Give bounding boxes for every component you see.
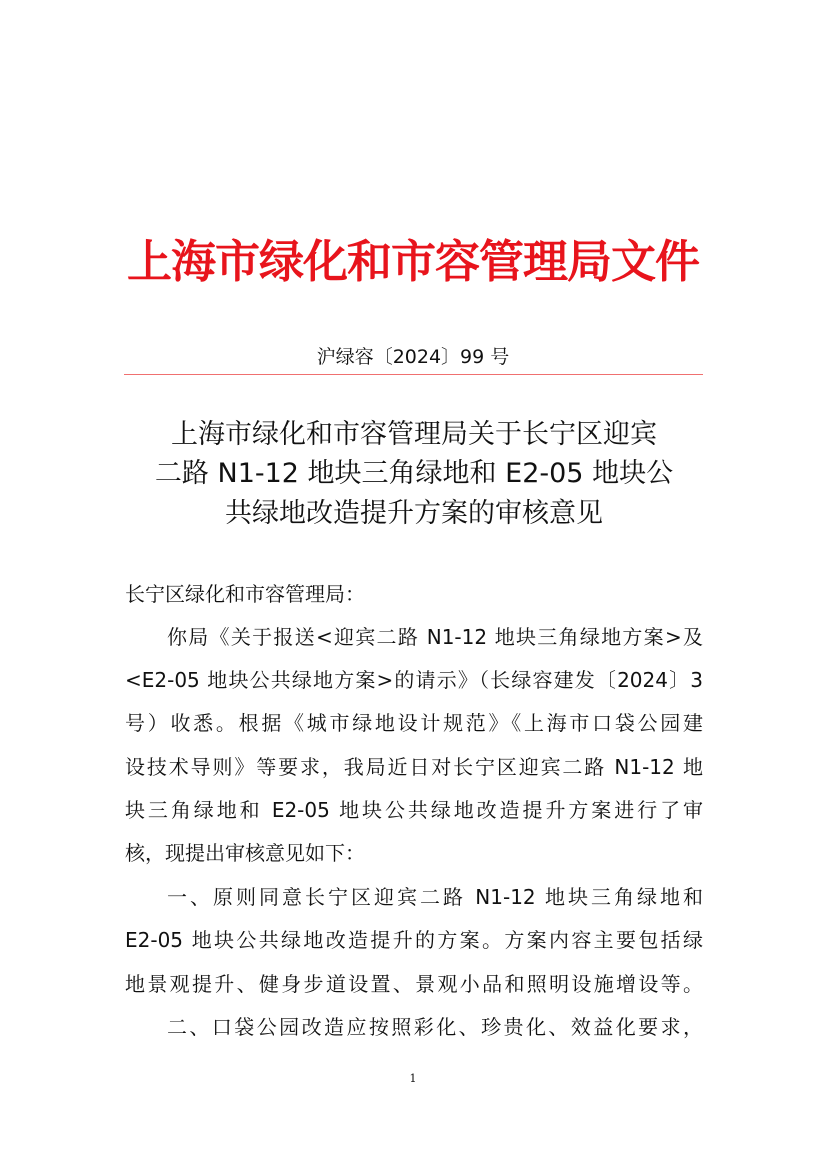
body-line: 块三角绿地和 E2-05 地块公共绿地改造提升方案进行了审	[125, 798, 703, 822]
body-line: E2-05 地块公共绿地改造提升的方案。方案内容主要包括绿	[125, 928, 703, 952]
document-number: 沪绿容〔2024〕99 号	[316, 346, 510, 368]
body-line: 地景观提升、健身步道设置、景观小品和照明设施增设等。	[125, 972, 703, 996]
body-line: <E2-05 地块公共绿地方案>的请示》（长绿容建发〔2024〕3	[125, 668, 703, 692]
body-line: 号）收悉。根据《城市绿地设计规范》《上海市口袋公园建	[125, 711, 703, 735]
page-number: 1	[409, 1072, 417, 1085]
body-line: 一、原则同意长宁区迎宾二路 N1-12 地块三角绿地和	[167, 885, 703, 909]
body-line: 二、口袋公园改造应按照彩化、珍贵化、效益化要求，	[167, 1015, 703, 1039]
red-divider	[124, 374, 703, 375]
addressee: 长宁区绿化和市容管理局：	[125, 582, 365, 606]
heading-line-3: 共绿地改造提升方案的审核意见	[225, 498, 603, 529]
heading-line-1: 上海市绿化和市容管理局关于长宁区迎宾	[171, 419, 657, 450]
body-line: 设技术导则》等要求，我局近日对长宁区迎宾二路 N1-12 地	[125, 755, 703, 779]
issuer-title: 上海市绿化和市容管理局文件	[126, 235, 699, 288]
body-line: 核，现提出审核意见如下：	[125, 841, 365, 865]
body-line: 你局《关于报送<迎宾二路 N1-12 地块三角绿地方案>及	[167, 625, 703, 649]
heading-line-2: 二路 N1-12 地块三角绿地和 E2-05 地块公	[154, 458, 674, 489]
